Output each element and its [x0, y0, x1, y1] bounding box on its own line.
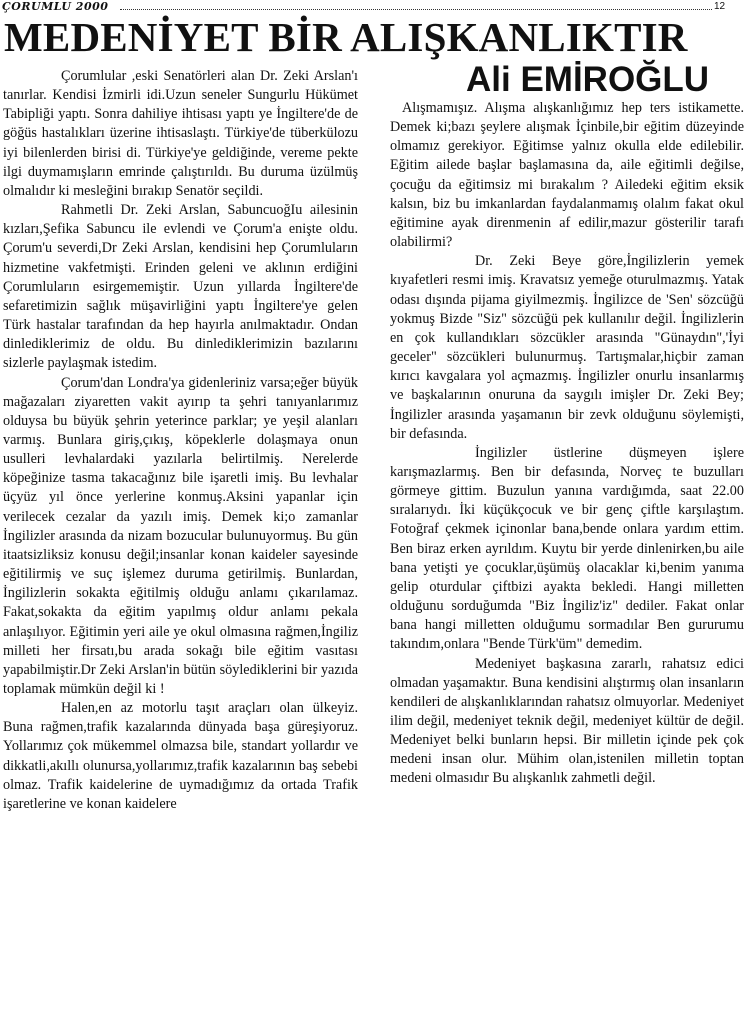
left-column	[3, 67, 358, 814]
left-paragraph: Halen,en az motorlu taşıt araçları olan ülkeyiz. Buna rağmen,trafik kazalarında dünyada başa güreşiyoruz. Yollarımız çok mükemmel olmazsa bile, standart yollardır ve dikkatli,akıllı olunursa,yollarımız,trafik kazalarının baş sebebi olmaz. Trafik kaidelerine de uymadığımız da ortada Trafik işaretlerine ve konan kaidelere	[3, 700, 358, 812]
right-paragraph: Medeniyet başkasına zararlı, rahatsız edici olmadan yaşamaktır. Buna kendisini alıştırmış olan insanların kendileri de alışkanlıklarından rahatsız olmuyorlar. Medeniyet ilim değil, medeniyet teknik değil, medeniyet kültür de değil. Medeniyet belki bunların hepsi. Bir milletin içinde pek çok medeni insan olur. Mühim olan,istenilen milletin toptan medeni olmasıdır Bu alışkanlık zahmetli değil.	[390, 655, 744, 787]
article-title: MEDENİYET BİR ALIŞKANLIKTIR	[4, 14, 688, 60]
right-paragraph: İngilizler üstlerine düşmeyen işlere karışmazlarmış. Ben bir defasında, Norveç te buzulları görmeye gittim. Buzulun yanına vardığımda, saat 22.00 sıralarıydı. İki küçükçocuk ve bir genç çiftle karşılaştım. Fotoğraf çekmek içinonlar bana,bende onlara yardım ettim. Ben biraz erken ayrıldım. Kuytu bir yerde dinlenirken,bu aile bana yetişti ye çocuklar,üşümüş olacaklar ki,benim yanıma gelip oturdular çiftbizi ayakta bekledi. Hangi milletten olduğunu sorduğumda "Biz İngiliz'iz" dediler. Fakat onlar bana hangi milletten olduğumu sormadılar Ben gururumu takındım,onlara "Bende Türk'üm" demedim.	[390, 444, 744, 653]
header-rule	[120, 9, 712, 10]
page-number: 12	[714, 1, 726, 12]
left-paragraph: Rahmetli Dr. Zeki Arslan, SabuncuoğIu ailesinin kızları,Şefika Sabuncu ile evlendi ve Çorum'a enişte oldu. Çorum'u severdi,Dr Zeki Arslan, kendisini hep Çorumluların hizmetine vakfetmişti. Erinden geleni ve aklının erdiğini Çorumluların esirgememiştir. Uzun yıllarda İngiltere'de sefaretimizin sağlık müşavirliğini yaptı İngiltere'ye gelen Türk hastalar tarafından da hep hayırla anılmaktadır. Ondan dinlediklerimiz de oldu. Bu dinlediklerimizin bazılarını sizlerle paylaşmak istedim.	[3, 202, 358, 372]
left-paragraph: Çorum'dan Londra'ya gidenleriniz varsa;eğer büyük mağazaları ziyaretten vakit ayırıp ta şehri tanıyanlarımız olduysa bu büyük şehrin yeterince parklar; ye yeşil alanları varmış. Bunlara giriş,çıkış, köpeklerle dolaşmaya onun usulleri levhalardaki yazılarla belirtilmiş. Nerelerde köpeğinize tasma takacağınız bile işaretli imiş. Bu levhalar üçyüz yıl önce yerlerine konmuş.Aksini yapanlar için verilecek cezalar da yazılı imiş. Demek ki;o zamanlar İngilizler arasında da nizam bozucular bulunuyormuş. Bu gün itaatsizliksiz konusu değil;insanlar konan kaideler sayesinde eğitilirmiş ve suç işlemez duruma getirilmiş. Bunlardan, İngilizlerin sokakta eğitilmiş olduğu anlamı çıkarılamaz. Fakat,sokakta da eğitim yapılmış oldur anlamı pekala anlaşılıyor. Eğitimin yeri aile ye okul olmasına rağmen,İngiliz milleti her firsatı,bu arada sokağı bile eğitim vasıtası yapabilmiştir.Dr Zeki Arslan'in bütün söylediklerini bir yazıda toplamak mümkün değil ki !	[3, 374, 358, 697]
page-header	[0, 0, 747, 14]
left-paragraph: Çorumlular ,eski Senatörleri alan Dr. Zeki Arslan'ı tanırlar. Kendisi İzmirli idi.Uzun seneler Sungurlu Hükümet Tabipliği yaptı. Sonra dahiliye ihtisası yaptı ye İngiltere'de de göğüs hastalıkları üzerine ihtisaslaştı. Türkiye'de tüberkülozu iyi bilenlerden birisi di. Türkiye'ye geldiğinde, vereme pekte ilgi duymamışların emrinde çalıştırıldı. Bu duruma üzülmüş olmalıdır ki mesleğini bırakıp Senatör seçildi.	[3, 68, 358, 199]
right-column	[390, 99, 744, 789]
article-author: Ali EMİROĞLU	[466, 60, 710, 99]
right-paragraph: Dr. Zeki Beye göre,İngilizlerin yemek kıyafetleri resmi imiş. Kravatsız yemeğe oturulmazmış. Yatak odası dışında pijama giyilmezmiş. İngilizce de 'Sen' sözcüğü yokmuş Bizde "Siz" sözcüğü pek kullanılır değil. İngilizlerin en çok kullandıkları sözcükler arasında "Günaydın",'İyi geceler" sözcükleri bulunurmuş. Tartışmalar,hiçbir zaman kırıcı kavgalara yol açmazmış. İngilizler onurlu insanlarmış ve başkalarının onuruna da saygılı imişler Dr. Zeki Bey; İngilizler arasında yaşamanın bir zevk olduğunu söylemişti, bir defasında.	[390, 253, 744, 442]
right-paragraph: Alışmamışız. Alışma alışkanlığımız hep ters istikamette. Demek ki;bazı şeylere alışmak İçinbile,bir eğitim düzeyinde olmamız gerekiyor. Eğitimse yalnız okulla elde edilebilir. Eğitim ailede başlar başlamasına da, aile eğitimli değilse, çocuğu da eğitimsiz mi bırakalım ? Ailedeki eğitim eksik kalsın, biz bu imkanlardan faydalanmamış olalım fakat okul eğitimine ayak direnmenin af edilir,mazur gösterilir tarafı olabilirmi?	[390, 100, 744, 251]
masthead: ÇORUMLU 2000	[2, 0, 109, 13]
